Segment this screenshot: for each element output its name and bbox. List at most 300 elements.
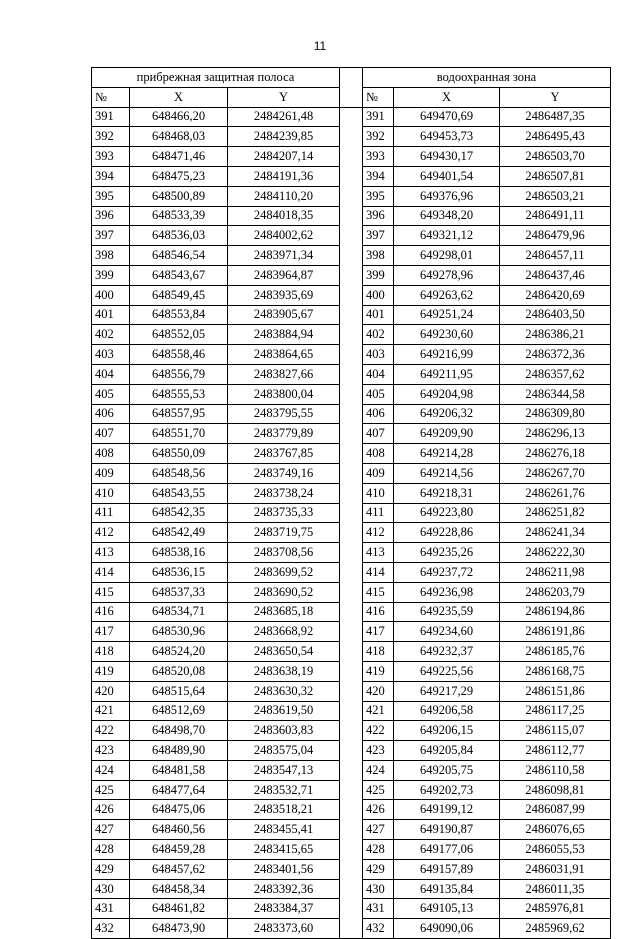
left-x-value: 648460,56 [130,820,228,840]
left-y-value: 2483864,65 [228,345,340,365]
column-gap [340,661,363,681]
right-y-value: 2486309,80 [500,404,611,424]
right-y-value: 2486507,81 [500,166,611,186]
right-point-number: 397 [363,226,394,246]
right-x-value: 649234,60 [394,622,500,642]
right-y-value: 2486386,21 [500,325,611,345]
table-row [92,899,611,919]
right-y-value: 2486261,76 [500,483,611,503]
column-gap [340,166,363,186]
right-point-number: 400 [363,285,394,305]
column-gap [340,246,363,266]
table-row [92,681,611,701]
column-gap [340,364,363,384]
left-x-value: 648556,79 [130,364,228,384]
right-y-value: 2486117,25 [500,701,611,721]
left-x-value: 648461,82 [130,899,228,919]
left-point-number: 424 [92,760,130,780]
left-y-value: 2483905,67 [228,305,340,325]
table-row [92,642,611,662]
right-y-value: 2486251,82 [500,503,611,523]
table-row [92,463,611,483]
left-x-value: 648459,28 [130,840,228,860]
left-y-value: 2483392,36 [228,879,340,899]
left-point-number: 416 [92,602,130,622]
right-y-value: 2486357,62 [500,364,611,384]
table-row [92,859,611,879]
page-number: 11 [313,39,327,53]
left-x-value: 648473,90 [130,919,228,939]
column-gap [340,562,363,582]
left-y-value: 2483650,54 [228,642,340,662]
table-row [92,345,611,365]
right-point-number: 420 [363,681,394,701]
column-gap [340,721,363,741]
left-x-value: 648489,90 [130,741,228,761]
right-y-value: 2486503,21 [500,186,611,206]
left-x-value: 648557,95 [130,404,228,424]
right-y-value: 2486437,46 [500,265,611,285]
right-y-value: 2486495,43 [500,127,611,147]
right-x-value: 649321,12 [394,226,500,246]
left-point-number: 413 [92,543,130,563]
right-point-number: 417 [363,622,394,642]
right-x-value: 649216,99 [394,345,500,365]
left-y-value: 2483779,89 [228,424,340,444]
right-y-value: 2486031,91 [500,859,611,879]
column-gap [340,859,363,879]
right-x-value: 649430,17 [394,147,500,167]
right-y-value: 2486115,07 [500,721,611,741]
right-point-number: 430 [363,879,394,899]
right-point-number: 410 [363,483,394,503]
left-y-value: 2483518,21 [228,800,340,820]
left-x-value: 648553,84 [130,305,228,325]
table-row [92,523,611,543]
right-x-value: 649237,72 [394,562,500,582]
left-group-title: прибрежная защитная полоса [92,68,340,88]
right-point-number: 398 [363,246,394,266]
left-y-value: 2483935,69 [228,285,340,305]
left-point-number: 405 [92,384,130,404]
left-point-number: 426 [92,800,130,820]
right-y-value: 2486011,35 [500,879,611,899]
column-gap [340,463,363,483]
right-point-number: 429 [363,859,394,879]
coordinates-table [91,67,611,939]
right-point-number: 421 [363,701,394,721]
left-x-value: 648481,58 [130,760,228,780]
right-x-value: 649211,95 [394,364,500,384]
right-y-value: 2486194,86 [500,602,611,622]
right-point-number: 424 [363,760,394,780]
left-point-number: 428 [92,840,130,860]
left-y-value: 2483738,24 [228,483,340,503]
column-gap [340,741,363,761]
left-y-value: 2483547,13 [228,760,340,780]
right-x-value: 649205,84 [394,741,500,761]
column-gap [340,404,363,424]
left-x-value: 648536,03 [130,226,228,246]
left-x-value: 648558,46 [130,345,228,365]
left-y-value: 2483619,50 [228,701,340,721]
column-header-row [92,87,611,107]
left-point-number: 427 [92,820,130,840]
left-y-value: 2483603,83 [228,721,340,741]
left-y-value: 2484239,85 [228,127,340,147]
right-x-value: 649135,84 [394,879,500,899]
right-x-value: 649235,26 [394,543,500,563]
table-row [92,444,611,464]
column-gap [340,384,363,404]
right-x-value: 649348,20 [394,206,500,226]
left-y-value: 2483455,41 [228,820,340,840]
right-point-number: 427 [363,820,394,840]
right-x-value: 649263,62 [394,285,500,305]
right-y-value: 2486403,50 [500,305,611,325]
left-point-number: 423 [92,741,130,761]
left-y-value: 2483638,19 [228,661,340,681]
left-point-number: 421 [92,701,130,721]
right-y-value: 2486296,13 [500,424,611,444]
left-y-value: 2483668,92 [228,622,340,642]
table-row [92,147,611,167]
left-y-value: 2483401,56 [228,859,340,879]
right-x-value: 649251,24 [394,305,500,325]
left-point-number: 412 [92,523,130,543]
table-row [92,364,611,384]
left-x-value: 648550,09 [130,444,228,464]
column-gap [340,543,363,563]
left-point-number: 396 [92,206,130,226]
left-x-value: 648542,49 [130,523,228,543]
right-point-number: 422 [363,721,394,741]
table-row [92,305,611,325]
right-x-value: 649218,31 [394,483,500,503]
column-gap [340,800,363,820]
table-row [92,166,611,186]
right-x-value: 649206,15 [394,721,500,741]
table-row [92,820,611,840]
left-x-value: 648536,15 [130,562,228,582]
right-y-value: 2486191,86 [500,622,611,642]
right-x-value: 649298,01 [394,246,500,266]
left-x-value: 648551,70 [130,424,228,444]
right-x-value: 649230,60 [394,325,500,345]
left-y-value: 2484110,20 [228,186,340,206]
left-x-value: 648538,16 [130,543,228,563]
left-x-value: 648543,67 [130,265,228,285]
right-y-value: 2485976,81 [500,899,611,919]
left-y-value: 2484261,48 [228,107,340,127]
right-x-value: 649278,96 [394,265,500,285]
right-y-value: 2485969,62 [500,919,611,939]
right-x-value: 649223,80 [394,503,500,523]
left-y-value: 2483630,32 [228,681,340,701]
column-gap [340,305,363,325]
column-gap [340,503,363,523]
table-row [92,780,611,800]
right-x-value: 649090,06 [394,919,500,939]
table-row [92,127,611,147]
right-point-number: 415 [363,582,394,602]
right-x-value: 649453,73 [394,127,500,147]
left-y-value: 2483532,71 [228,780,340,800]
left-y-value: 2483884,94 [228,325,340,345]
left-y-value: 2483719,75 [228,523,340,543]
table-row [92,107,611,127]
left-point-number: 414 [92,562,130,582]
left-x-value: 648534,71 [130,602,228,622]
right-point-number: 394 [363,166,394,186]
right-y-value: 2486076,65 [500,820,611,840]
right-point-number: 432 [363,919,394,939]
left-point-number: 400 [92,285,130,305]
right-point-number: 425 [363,780,394,800]
column-gap [340,206,363,226]
right-point-number: 412 [363,523,394,543]
left-x-value: 648546,54 [130,246,228,266]
left-x-value: 648471,46 [130,147,228,167]
left-point-number: 393 [92,147,130,167]
right-point-number: 392 [363,127,394,147]
left-y-value: 2483971,34 [228,246,340,266]
left-x-value: 648530,96 [130,622,228,642]
left-y-value: 2483749,16 [228,463,340,483]
left-x-value: 648552,05 [130,325,228,345]
left-point-number: 402 [92,325,130,345]
column-gap [340,265,363,285]
right-x-value: 649199,12 [394,800,500,820]
table-row [92,483,611,503]
table-row [92,622,611,642]
right-y-value: 2486203,79 [500,582,611,602]
left-x-header: X [130,87,228,107]
left-x-value: 648458,34 [130,879,228,899]
left-x-value: 648549,45 [130,285,228,305]
right-point-number: 396 [363,206,394,226]
left-y-value: 2483827,66 [228,364,340,384]
table-row [92,206,611,226]
left-y-value: 2484207,14 [228,147,340,167]
table-row [92,404,611,424]
right-y-value: 2486420,69 [500,285,611,305]
left-y-value: 2484018,35 [228,206,340,226]
left-point-number: 398 [92,246,130,266]
left-x-value: 648524,20 [130,642,228,662]
column-gap [340,899,363,919]
right-point-number: 399 [363,265,394,285]
table-row [92,879,611,899]
right-point-number: 403 [363,345,394,365]
left-y-value: 2483708,56 [228,543,340,563]
left-x-value: 648543,55 [130,483,228,503]
right-x-value: 649157,89 [394,859,500,879]
left-point-number: 417 [92,622,130,642]
table-row [92,503,611,523]
right-x-value: 649177,06 [394,840,500,860]
left-point-number: 418 [92,642,130,662]
right-point-number: 401 [363,305,394,325]
right-x-value: 649209,90 [394,424,500,444]
table-row [92,265,611,285]
column-gap [340,285,363,305]
table-row [92,800,611,820]
right-y-value: 2486503,70 [500,147,611,167]
column-gap [340,68,363,88]
column-gap [340,345,363,365]
right-x-value: 649202,73 [394,780,500,800]
right-y-value: 2486168,75 [500,661,611,681]
right-point-number: 414 [363,562,394,582]
right-y-value: 2486087,99 [500,800,611,820]
right-group-title: водоохранная зона [363,68,611,88]
left-point-number: 420 [92,681,130,701]
right-point-number: 409 [363,463,394,483]
left-y-value: 2483685,18 [228,602,340,622]
column-gap [340,622,363,642]
column-gap [340,444,363,464]
column-gap [340,582,363,602]
left-x-value: 648468,03 [130,127,228,147]
right-point-number: 411 [363,503,394,523]
right-point-number: 402 [363,325,394,345]
left-point-number: 410 [92,483,130,503]
right-x-value: 649205,75 [394,760,500,780]
left-x-value: 648555,53 [130,384,228,404]
right-y-value: 2486372,36 [500,345,611,365]
left-x-value: 648477,64 [130,780,228,800]
column-gap [340,424,363,444]
right-x-value: 649225,56 [394,661,500,681]
right-point-number: 406 [363,404,394,424]
left-point-number: 425 [92,780,130,800]
right-point-number: 413 [363,543,394,563]
left-point-number: 391 [92,107,130,127]
right-y-value: 2486276,18 [500,444,611,464]
column-gap [340,780,363,800]
right-y-value: 2486151,86 [500,681,611,701]
right-point-number: 407 [363,424,394,444]
right-point-number: 393 [363,147,394,167]
right-point-number: 405 [363,384,394,404]
left-y-value: 2483415,65 [228,840,340,860]
left-point-number: 432 [92,919,130,939]
right-y-value: 2486211,98 [500,562,611,582]
left-point-number: 430 [92,879,130,899]
left-point-number: 431 [92,899,130,919]
right-y-value: 2486112,77 [500,741,611,761]
right-x-value: 649206,32 [394,404,500,424]
left-x-value: 648512,69 [130,701,228,721]
table-row [92,562,611,582]
table-row [92,325,611,345]
left-y-value: 2483384,37 [228,899,340,919]
column-gap [340,87,363,107]
column-gap [340,701,363,721]
right-x-value: 649217,29 [394,681,500,701]
left-point-number: 397 [92,226,130,246]
table-row [92,384,611,404]
column-gap [340,127,363,147]
right-point-number: 391 [363,107,394,127]
left-x-value: 648537,33 [130,582,228,602]
right-x-value: 649376,96 [394,186,500,206]
left-x-value: 648498,70 [130,721,228,741]
left-x-value: 648542,35 [130,503,228,523]
right-y-value: 2486457,11 [500,246,611,266]
left-point-number: 392 [92,127,130,147]
left-y-value: 2484191,36 [228,166,340,186]
table-row [92,721,611,741]
left-x-value: 648457,62 [130,859,228,879]
left-x-value: 648515,64 [130,681,228,701]
right-x-value: 649401,54 [394,166,500,186]
group-header-row [92,68,611,88]
table-row [92,226,611,246]
right-y-value: 2486267,70 [500,463,611,483]
left-x-value: 648475,23 [130,166,228,186]
right-x-value: 649204,98 [394,384,500,404]
right-y-value: 2486344,58 [500,384,611,404]
left-x-value: 648533,39 [130,206,228,226]
column-gap [340,483,363,503]
table-row [92,701,611,721]
right-x-value: 649206,58 [394,701,500,721]
table-row [92,661,611,681]
left-num-header: № [92,87,130,107]
column-gap [340,879,363,899]
right-point-number: 408 [363,444,394,464]
right-y-value: 2486055,53 [500,840,611,860]
left-y-value: 2483735,33 [228,503,340,523]
right-point-number: 423 [363,741,394,761]
table-body [92,107,611,938]
table-row [92,602,611,622]
left-point-number: 407 [92,424,130,444]
left-x-value: 648500,89 [130,186,228,206]
left-point-number: 419 [92,661,130,681]
table-row [92,840,611,860]
left-y-value: 2483800,04 [228,384,340,404]
right-x-value: 649236,98 [394,582,500,602]
column-gap [340,760,363,780]
right-x-value: 649235,59 [394,602,500,622]
column-gap [340,107,363,127]
right-point-number: 426 [363,800,394,820]
right-y-value: 2486098,81 [500,780,611,800]
left-point-number: 408 [92,444,130,464]
right-x-value: 649470,69 [394,107,500,127]
left-x-value: 648548,56 [130,463,228,483]
column-gap [340,919,363,939]
left-y-value: 2483373,60 [228,919,340,939]
column-gap [340,523,363,543]
left-y-value: 2484002,62 [228,226,340,246]
right-y-value: 2486487,35 [500,107,611,127]
left-y-value: 2483699,52 [228,562,340,582]
table-row [92,741,611,761]
left-y-header: Y [228,87,340,107]
left-y-value: 2483690,52 [228,582,340,602]
left-point-number: 409 [92,463,130,483]
left-point-number: 395 [92,186,130,206]
right-point-number: 418 [363,642,394,662]
right-point-number: 404 [363,364,394,384]
right-x-value: 649190,87 [394,820,500,840]
table-row [92,186,611,206]
column-gap [340,147,363,167]
